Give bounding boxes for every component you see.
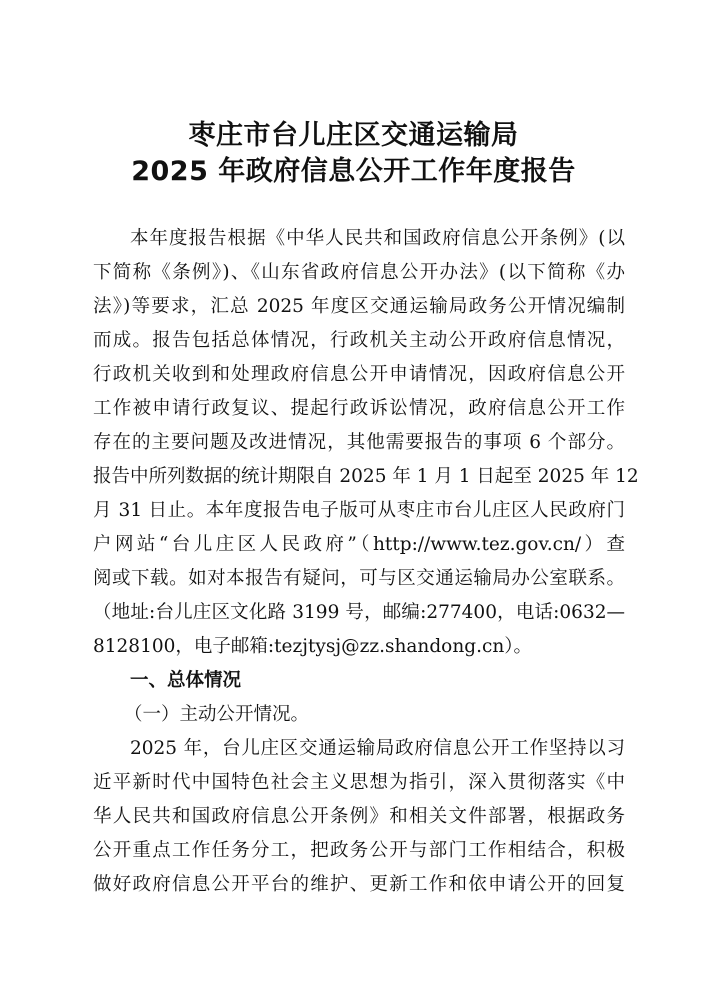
body-text-line: 近平新时代中国特色社会主义思想为指引，深入贯彻落实《中 <box>93 772 625 793</box>
body-text-line: 报告中所列数据的统计期限自 2025 年 1 月 1 日起至 2025 年 12 <box>93 466 639 487</box>
body-text-line: 存在的主要问题及改进情况，其他需要报告的事项 6 个部分。 <box>93 432 625 453</box>
body-text-line: 华人民共和国政府信息公开条例》和相关文件部署，根据政务 <box>93 806 625 827</box>
body-text-line: 公开重点工作任务分工，把政务公开与部门工作相结合，积极 <box>93 840 625 861</box>
body-text-line: 法》)等要求，汇总 2025 年度区交通运输局政务公开情况编制 <box>93 296 625 317</box>
body-text-line: 本年度报告根据《中华人民共和国政府信息公开条例》(以 <box>130 228 625 249</box>
body-text-line: 下简称《条例》)、《山东省政府信息公开办法》(以下简称《办 <box>93 262 625 283</box>
body-text-line: 月 31 日止。本年度报告电子版可从枣庄市台儿庄区人民政府门 <box>93 500 625 521</box>
body-text-line: 8128100，电子邮箱:tezjtysj@zz.shandong.cn）。 <box>93 636 532 657</box>
body-text-line: 工作被申请行政复议、提起行政诉讼情况，政府信息公开工作 <box>93 398 625 419</box>
body-text-line: 做好政府信息公开平台的维护、更新工作和依申请公开的回复 <box>93 874 625 895</box>
body-text-line: （地址:台儿庄区文化路 3199 号，邮编:277400，电话:0632— <box>93 602 625 623</box>
document-title-line-2: 2025 年政府信息公开工作年度报告 <box>131 156 576 187</box>
section-heading: 一、总体情况 <box>130 670 242 691</box>
body-text-line: 2025 年，台儿庄区交通运输局政府信息公开工作坚持以习 <box>130 738 625 759</box>
body-text-line: 户网站“台儿庄区人民政府”（http://www.tez.gov.cn/）查 <box>93 534 625 555</box>
body-text-line: 行政机关收到和处理政府信息公开申请情况，因政府信息公开 <box>93 364 625 385</box>
body-text-line: 而成。报告包括总体情况，行政机关主动公开政府信息情况， <box>93 330 625 351</box>
section-subheading: （一）主动公开情况。 <box>124 704 310 725</box>
body-text-line: 阅或下载。如对本报告有疑问，可与区交通运输局办公室联系。 <box>93 568 625 589</box>
document-title-line-1: 枣庄市台儿庄区交通运输局 <box>188 120 519 151</box>
